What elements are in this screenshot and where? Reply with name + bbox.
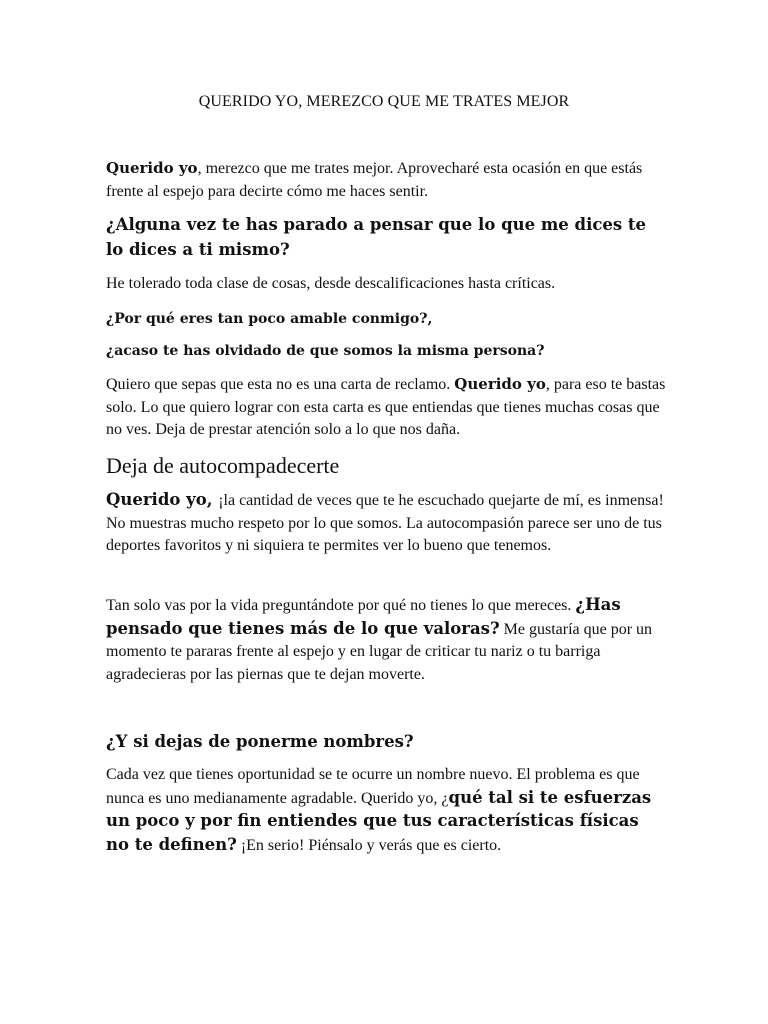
question-line: ¿acaso te has olvidado de que somos la misma persona?: [106, 343, 545, 359]
paragraph-names: [106, 764, 666, 857]
paragraph-text: Tan solo vas por la vida preguntándote por qué no tienes lo que mereces.: [106, 597, 576, 614]
bold-phrase: Querido yo,: [106, 490, 219, 509]
question-heading: ¿Y si dejas de ponerme nombres?: [106, 732, 414, 751]
paragraph-text: la cantidad de veces que te he escuchado quejarte de mí, es inmensa! No muestras mucho respeto por lo que somos. La autocompasión parece ser uno de tus deportes favoritos y ni siquiera te permites ver lo bueno que tenemos.: [106, 492, 664, 554]
paragraph-selfpity: [106, 489, 666, 558]
question-line: ¿Por qué eres tan poco amable conmigo?,: [106, 311, 433, 327]
bold-phrase: Querido yo: [106, 159, 198, 177]
paragraph-text: , para eso te bastas solo. Lo que quiero lograr con esta carta es que entiendas que tienes muchas cosas que no ves. Deja de prestar atención solo a lo que nos daña.: [106, 376, 666, 438]
paragraph-text: Quiero que sepas que esta no es una carta de reclamo.: [106, 376, 455, 393]
paragraph-tolerance: He tolerado toda clase de cosas, desde descalificaciones hasta críticas.: [106, 275, 556, 292]
paragraph-text: Me gustaría que por un momento te pararas frente al espejo y en lugar de criticar tu nariz o tu barriga agradecieras por las piernas que te dejan moverte.: [106, 620, 653, 683]
paragraph-text: , merezco que me trates mejor. Aprovecharé esta ocasión en que estás frente al espejo para decirte cómo me haces sentir.: [106, 160, 643, 200]
question-heading: ¿Alguna vez te has parado a pensar que lo que me dices te lo dices a ti mismo?: [106, 215, 647, 259]
exclamation-mark: ¡: [218, 492, 224, 509]
bold-phrase: Querido yo: [454, 375, 546, 393]
paragraph-intro: [106, 157, 666, 203]
bold-phrase: qué tal si te esfuerzas un poco y por fin entiendes que tus características físicas no te definen?: [106, 787, 652, 854]
paragraph-text: ¡En serio! Piénsalo y verás que es cierto.: [236, 836, 502, 854]
paragraph-letter: [106, 373, 666, 442]
document-title: QUERIDO YO, MEREZCO QUE ME TRATES MEJOR: [198, 93, 570, 110]
section-heading: Deja de autocompadecerte: [106, 453, 340, 478]
bold-phrase: ¿Has pensado que tienes más de lo que valoras?: [106, 595, 621, 638]
paragraph-text: Cada vez que tienes oportunidad se te ocurre un nombre nuevo. El problema es que nunca es uno medianamente agradable. Querido yo, ¿: [106, 766, 640, 807]
paragraph-value: [106, 594, 666, 686]
